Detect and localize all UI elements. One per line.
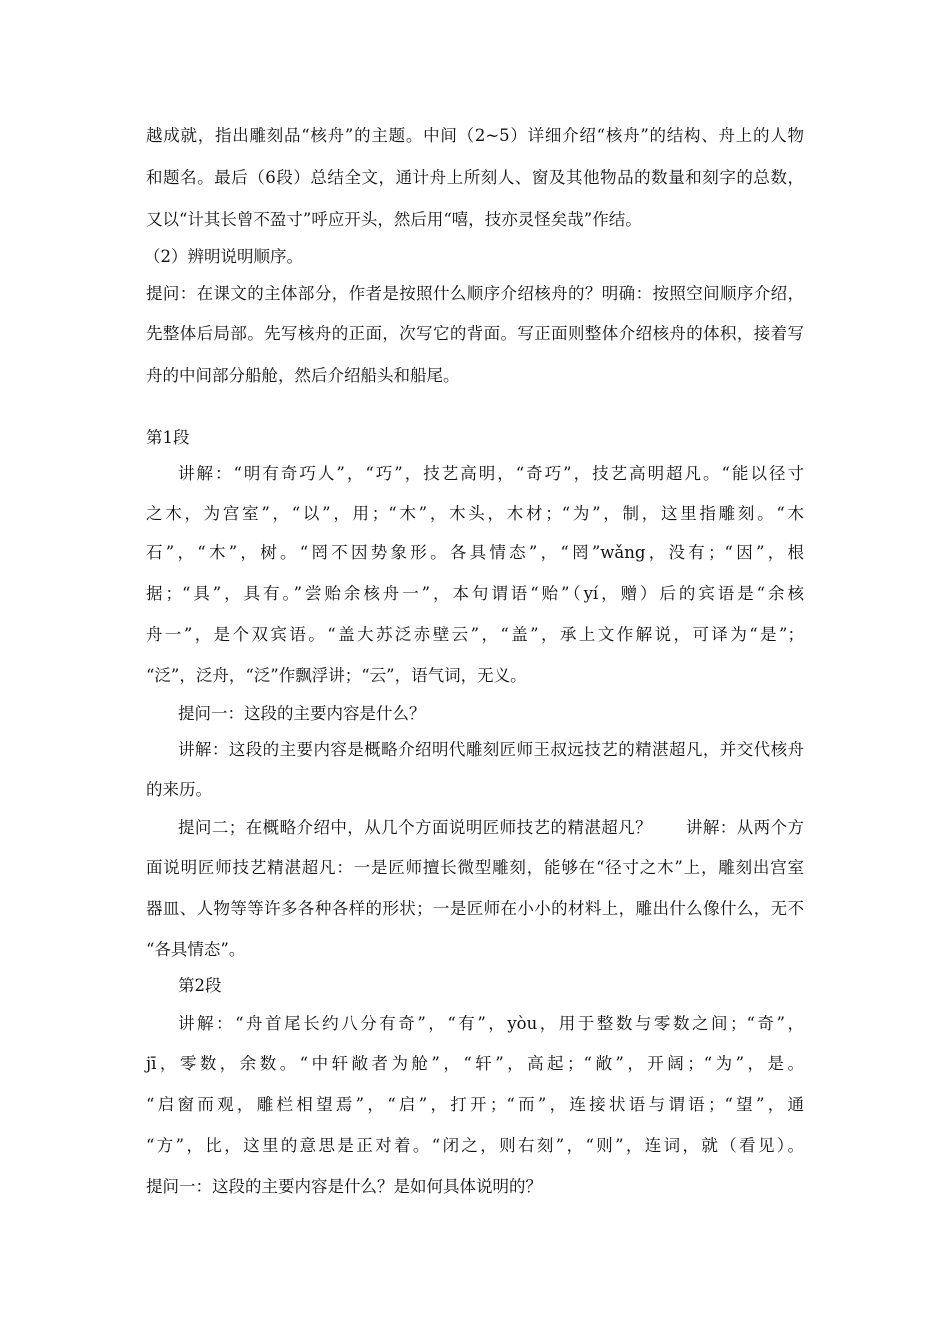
text-line: “启窗而观，雕栏相望焉”，“启”，打开；“而”，连接状语与谓语；“望”，通 [146,1095,804,1114]
text-line: 先整体后局部。先写核舟的正面，次写它的背面。写正面则整体介绍核舟的体积，接着写 [146,324,804,343]
text-line: 的来历。 [146,780,212,799]
text-line: 石”，“木”，树。“罔不因势象形。各具情态”，“罔”wǎng，没有；“因”，根 [146,543,804,562]
text-line: 讲解：“舟首尾长约八分有奇”，“有”，yòu，用于整数与零数之间；“奇”， [178,1014,804,1033]
text-line: “各具情态”。 [146,940,246,959]
text-line: 据；“具”，具有。”尝贻余核舟一”，本句谓语“贻”（yí，赠）后的宾语是“余核 [146,584,804,603]
text-line: 讲解：这段的主要内容是概略介绍明代雕刻匠师王叔远技艺的精湛超凡，并交代核舟 [178,740,804,759]
text-line: “方”，比，这里的意思是正对着。“闭之，则右刻”，“则”，连词，就（看见）。 [146,1136,804,1155]
text-line: 面说明匠师技艺精湛超凡：一是匠师擅长微型雕刻，能够在“径寸之木”上，雕刻出宫室 [146,858,804,877]
text-line: 之木，为宫室”，“以”，用；“木”，木头，木材；“为”，制，这里指雕刻。“木 [146,504,804,523]
question-line: 提问一：这段的主要内容是什么？ [178,704,426,723]
question-line: 提问一：这段的主要内容是什么？是如何具体说明的？ [146,1177,542,1196]
text-line: 器皿、人物等等许多各种各样的形状；一是匠师在小小的材料上，雕出什么像什么，无不 [146,899,804,918]
text-line: 越成就，指出雕刻品“核舟”的主题。中间（2~5）详细介绍“核舟”的结构、舟上的人物 [146,126,804,145]
text-line: jī，零数，余数。“中轩敞者为舱”，“轩”，高起；“敞”，开阔；“为”，是。 [146,1054,804,1073]
section-heading: 第2段 [178,976,222,995]
section-heading: 第1段 [146,428,190,447]
text-line: （2）辨明说明顺序。 [144,247,303,266]
text-line: 和题名。最后（6段）总结全文，通计舟上所刻人、窗及其他物品的数量和刻字的总数， [146,168,804,187]
text-line: 提问二；在概略介绍中，从几个方面说明匠师技艺的精湛超凡？ 讲解：从两个方 [178,818,804,837]
text-line: 舟一”，是个双宾语。“盖大苏泛赤壁云”，“盖”，承上文作解说，可译为“是”； [146,625,804,644]
text-line: 讲解：“明有奇巧人”，“巧”，技艺高明，“奇巧”，技艺高明超凡。“能以径寸 [178,464,804,483]
text-line: 又以“计其长曾不盈寸”呼应开头，然后用“嘻，技亦灵怪矣哉”作结。 [146,210,642,229]
text-line: 提问：在课文的主体部分，作者是按照什么顺序介绍核舟的？明确：按照空间顺序介绍， [146,284,804,303]
text-line: “泛”，泛舟，“泛”作飘浮讲；“云”，语气词，无义。 [146,666,527,685]
text-line: 舟的中间部分船舱，然后介绍船头和船尾。 [146,366,460,385]
